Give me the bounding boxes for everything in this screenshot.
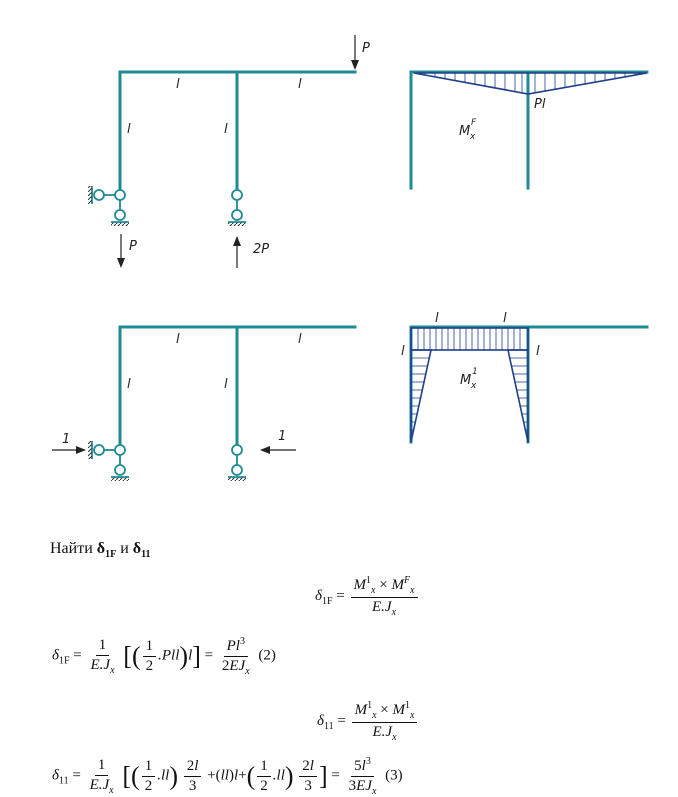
frame-unit-scheme xyxy=(52,327,355,481)
mf-diagram-name: M xyxy=(459,124,471,139)
reaction-label-mid: 2P xyxy=(253,242,270,257)
m1-side-label-left: l xyxy=(401,344,405,359)
span-label-left: l xyxy=(176,77,180,92)
unit-span-label-left: l xyxy=(176,332,180,347)
unit-height-label-left: l xyxy=(127,377,131,392)
load-arrow-top xyxy=(351,35,359,70)
formula-delta-1f-result: $\delta_{1F}$ = $\frac{1}{E.J_x}$ [( $\frac{1}{2}$ .Pll)l] = $\frac{Pl^3}{2EJ_x}$ (2) xyxy=(52,636,276,677)
height-label-mid: l xyxy=(224,122,228,137)
reaction-arrow-left xyxy=(117,234,125,268)
reaction-label-left: P xyxy=(129,239,137,254)
heading-word: Найти xyxy=(50,540,93,557)
m1-side-label-right: l xyxy=(536,344,540,359)
reaction-arrow-mid xyxy=(233,236,241,268)
heading-and: и xyxy=(120,540,129,557)
m1-top-label-left: l xyxy=(435,311,439,326)
mf-diagram-sup: F xyxy=(471,118,477,128)
unit-force-label-mid: 1 xyxy=(278,429,287,444)
span-label-right: l xyxy=(298,77,302,92)
equation-tag-2: (2) xyxy=(258,647,276,664)
delta-1f-symbol: $\delta_{1F}$ xyxy=(96,540,117,561)
unit-force-arrow-left xyxy=(52,446,86,454)
unit-force-arrow-mid xyxy=(260,446,296,454)
mf-diagram-sub: x xyxy=(470,132,476,142)
unit-span-label-right: l xyxy=(298,332,302,347)
m1-diagram xyxy=(401,311,647,442)
m1-diagram-sup: 1 xyxy=(472,367,478,377)
task-heading xyxy=(50,540,151,560)
load-label-top: P xyxy=(362,41,370,56)
formula-delta-1f-definition: $\delta_{1F}$ = $\frac{M^1_x \times M^F_x}{E.J_x}$ xyxy=(315,575,420,618)
middle-support-unit xyxy=(228,445,246,481)
formula-delta-11-result: $\delta_{11}$ = $\frac{1}{E.J_x}$ [( $\frac{1}{2}$ .ll) $\frac{2l}{3}$ +(ll)l+( $\frac{1}{2}$ .ll) $\frac{2l}{3}$ ] = $\frac{5l^3}{3EJ_x}$ (3) xyxy=(52,756,403,797)
unit-height-label-mid: l xyxy=(224,377,228,392)
m1-diagram-sub: x xyxy=(471,381,477,391)
mf-peak-label: Pl xyxy=(534,97,546,112)
mf-diagram xyxy=(411,72,647,188)
m1-top-label-right: l xyxy=(503,311,507,326)
unit-force-label-left: 1 xyxy=(62,432,71,447)
left-support-unit xyxy=(88,441,129,481)
equation-tag-3: (3) xyxy=(385,767,403,784)
middle-support xyxy=(228,190,246,226)
delta-11-symbol: $\delta_{11}$ xyxy=(132,540,151,561)
frame-top-scheme xyxy=(88,35,370,268)
m1-diagram-name: M xyxy=(460,373,472,388)
formula-delta-11-definition: $\delta_{11}$ = $\frac{M^1_x \times M^1_x}{E.J_x}$ xyxy=(317,700,419,743)
left-support xyxy=(88,186,129,226)
height-label-left: l xyxy=(127,122,131,137)
mf-hatching xyxy=(425,73,635,93)
